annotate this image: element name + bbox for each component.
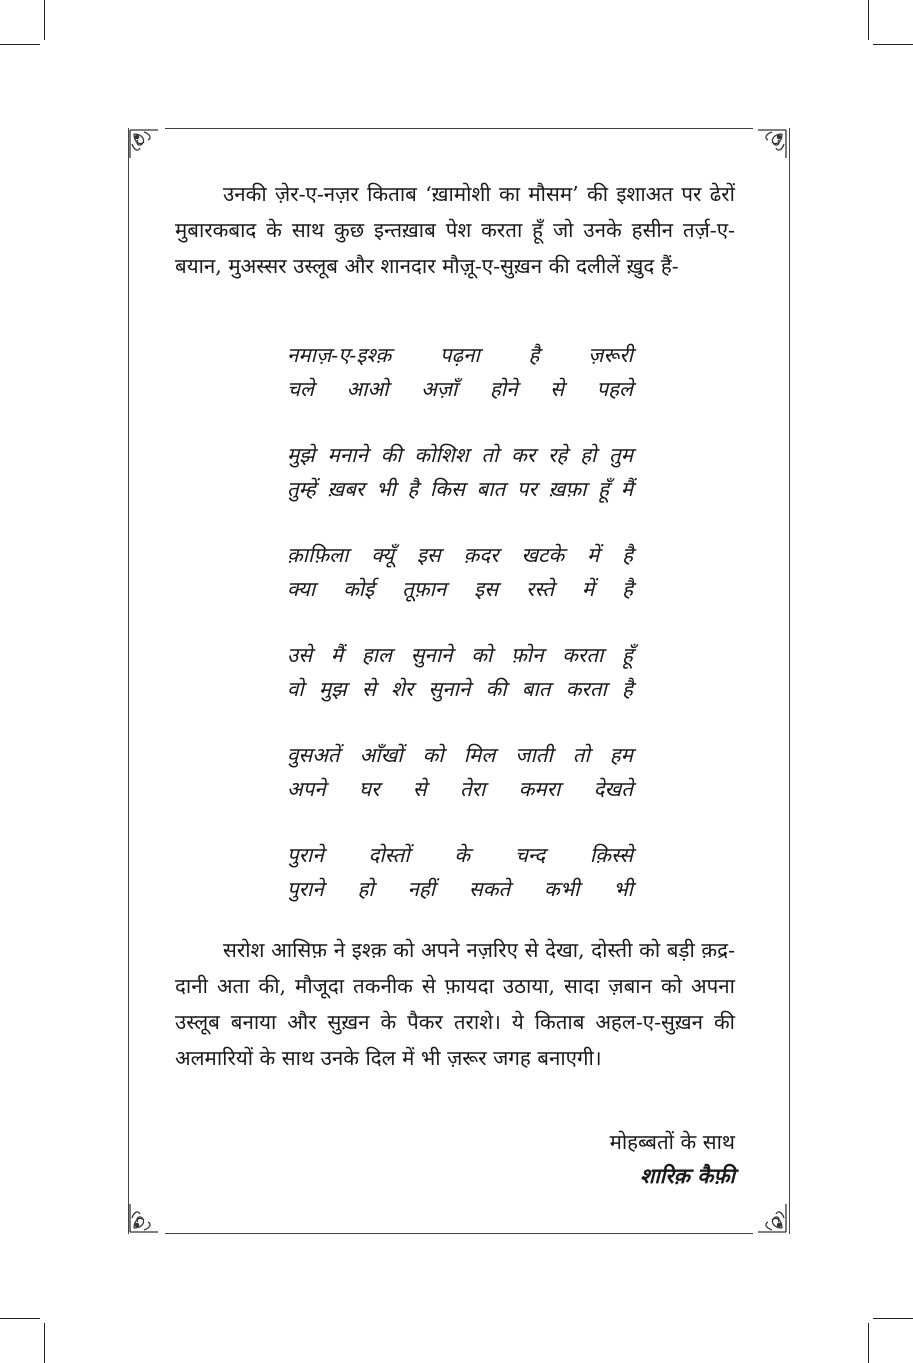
couplet-line <box>287 738 633 772</box>
couplet-word: आँखों <box>359 743 403 767</box>
couplet-word: देखते <box>593 777 633 801</box>
couplet-word: किस <box>429 477 465 501</box>
couplet-word: दोस्तों <box>368 843 410 867</box>
couplet-word: क़दर <box>463 543 499 567</box>
couplet-line <box>287 872 633 906</box>
couplet-word: ख़फ़ा <box>548 477 587 501</box>
couplet-word: होने <box>489 377 518 401</box>
couplet-word: है <box>528 343 540 367</box>
couplet-word: है <box>407 477 419 501</box>
couplet-word: मुझे <box>287 443 315 467</box>
couplet-word: कोशिश <box>414 443 469 467</box>
couplet-word: हम <box>609 743 633 767</box>
couplet-word: है <box>622 677 633 701</box>
couplet-word: तुम्हें <box>287 477 316 501</box>
crop-mark <box>873 44 913 45</box>
couplet-word: क्यूँ <box>371 543 395 567</box>
couplet-word: मिल <box>463 743 496 767</box>
couplet-word: हूँ <box>598 477 610 501</box>
couplet-word: ज़रूरी <box>588 343 633 367</box>
couplet-word: बात <box>521 677 551 701</box>
couplet-word: हो <box>357 877 374 901</box>
floral-corner-icon <box>750 128 788 166</box>
couplet-word: वो <box>287 677 304 701</box>
couplet-word: पहले <box>596 377 633 401</box>
crop-mark <box>868 0 869 40</box>
couplet-word: सकते <box>468 877 511 901</box>
couplet-word: भी <box>613 877 633 901</box>
couplet <box>287 638 633 706</box>
couplet-word: क़ाफ़िला <box>287 543 349 567</box>
signoff: मोहब्बतों के साथ <box>609 1130 735 1154</box>
intro-paragraph: उनकी ज़ेर-ए-नज़र किताब ‘ख़ामोशी का मौसम’ की इशाअत पर ढेरों मुबारकबाद के साथ कुछ इन्तख़ाब पेश करता हूँ जो उनके हसीन तर्ज़-ए-बयान, मुअस्सर उस्लूब और शानदार मौज़ू-ए-सुख़न की दलीलें ख़ुद हैं- <box>175 182 735 278</box>
couplet-word: के <box>454 843 471 867</box>
closing-paragraph: सरोश आसिफ़ ने इश्क़ को अपने नज़रिए से देखा, दोस्ती को बड़ी क़द्र-दानी अता की, मौजूदा तकनीक से फ़ायदा उठाया, सादा ज़बान को अपना उस्लूब बनाया और सुख़न के पैकर तराशे। ये किताब अहल-ए-सुख़न की अलमारियों के साथ उनके दिल में भी ज़रूर जगह बनाएगी। <box>175 938 735 1070</box>
couplet-line <box>287 372 633 406</box>
couplet-word: पढ़ना <box>439 343 480 367</box>
floral-corner-icon <box>750 1196 788 1234</box>
couplet <box>287 338 633 406</box>
couplet-word: जाती <box>515 743 553 767</box>
couplet-line <box>287 772 633 806</box>
couplet-word: हो <box>580 443 597 467</box>
couplet-word: करता <box>565 677 607 701</box>
couplet-word: भी <box>375 477 396 501</box>
couplet-list <box>287 338 633 938</box>
couplet-word: पर <box>516 477 537 501</box>
couplet-word: इस <box>416 543 441 567</box>
couplet-word: फ़ोन <box>510 643 544 667</box>
couplet-word: सुनाने <box>428 677 471 701</box>
crop-mark <box>873 1318 913 1319</box>
couplet-word: क्या <box>287 577 316 601</box>
couplet-word: मैं <box>620 477 633 501</box>
couplet-word: आओ <box>346 377 389 401</box>
couplet-word: खटके <box>521 543 565 567</box>
couplet-word: कोई <box>343 577 375 601</box>
crop-mark <box>0 44 40 45</box>
couplet <box>287 438 633 506</box>
couplet-word: क़िस्से <box>589 843 633 867</box>
couplet-word: तुम <box>609 443 633 467</box>
couplet-line <box>287 572 633 606</box>
couplet-word: नहीं <box>407 877 436 901</box>
couplet-word: बात <box>476 477 506 501</box>
couplet-word: कर <box>511 443 536 467</box>
couplet-word: है <box>622 577 633 601</box>
crop-mark <box>868 1323 869 1363</box>
floral-corner-icon <box>128 128 166 166</box>
couplet-line <box>287 438 633 472</box>
couplet-word: वुसअतें <box>287 743 340 767</box>
couplet-word: चन्द <box>514 843 546 867</box>
couplet-word: मैं <box>330 643 344 667</box>
couplet <box>287 738 633 806</box>
couplet-line <box>287 472 633 506</box>
couplet-word: नमाज़-ए-इश्क़ <box>287 343 392 367</box>
couplet-word: है <box>622 543 633 567</box>
couplet-line <box>287 338 633 372</box>
crop-mark <box>0 1318 40 1319</box>
couplet-line <box>287 672 633 706</box>
floral-corner-icon <box>128 1196 166 1234</box>
couplet-word: उसे <box>287 643 313 667</box>
couplet-line <box>287 838 633 872</box>
border-bottom-line <box>165 1233 753 1234</box>
couplet-word: ख़बर <box>327 477 365 501</box>
couplet-word: की <box>485 677 507 701</box>
couplet-word: अज़ाँ <box>421 377 458 401</box>
couplet-word: पुराने <box>287 877 324 901</box>
couplet-word: की <box>380 443 402 467</box>
couplet <box>287 538 633 606</box>
couplet-word: रस्ते <box>525 577 555 601</box>
couplet-word: घर <box>358 777 380 801</box>
couplet-word: तूफ़ान <box>402 577 447 601</box>
couplet-word: करता <box>562 643 604 667</box>
couplet-word: में <box>581 577 595 601</box>
couplet-line <box>287 538 633 572</box>
signature: शारिक़ कैफ़ी <box>640 1163 735 1188</box>
couplet-word: अपने <box>287 777 326 801</box>
couplet-word: कमरा <box>518 777 561 801</box>
couplet-word: से <box>550 377 564 401</box>
crop-mark <box>44 1323 45 1363</box>
couplet-word: को <box>471 643 493 667</box>
crop-mark <box>44 0 45 40</box>
couplet-word: मनाने <box>327 443 368 467</box>
couplet-word: हाल <box>361 643 392 667</box>
border-top-line <box>165 128 753 129</box>
couplet-word: तेरा <box>459 777 486 801</box>
couplet-line <box>287 638 633 672</box>
couplet-word: हूँ <box>622 643 633 667</box>
couplet-word: कभी <box>543 877 580 901</box>
couplet-word: शेर <box>390 677 414 701</box>
couplet-word: रहे <box>548 443 568 467</box>
couplet-word: तो <box>481 443 499 467</box>
couplet-word: चले <box>287 377 314 401</box>
couplet-word: में <box>587 543 600 567</box>
couplet-word: सुनाने <box>410 643 453 667</box>
couplet-word: मुझ <box>318 677 347 701</box>
couplet-word: तो <box>572 743 590 767</box>
couplet-word: से <box>412 777 427 801</box>
couplet-word: को <box>422 743 444 767</box>
couplet-word: से <box>361 677 376 701</box>
couplet-word: इस <box>474 577 499 601</box>
couplet-word: पुराने <box>287 843 324 867</box>
couplet <box>287 838 633 906</box>
